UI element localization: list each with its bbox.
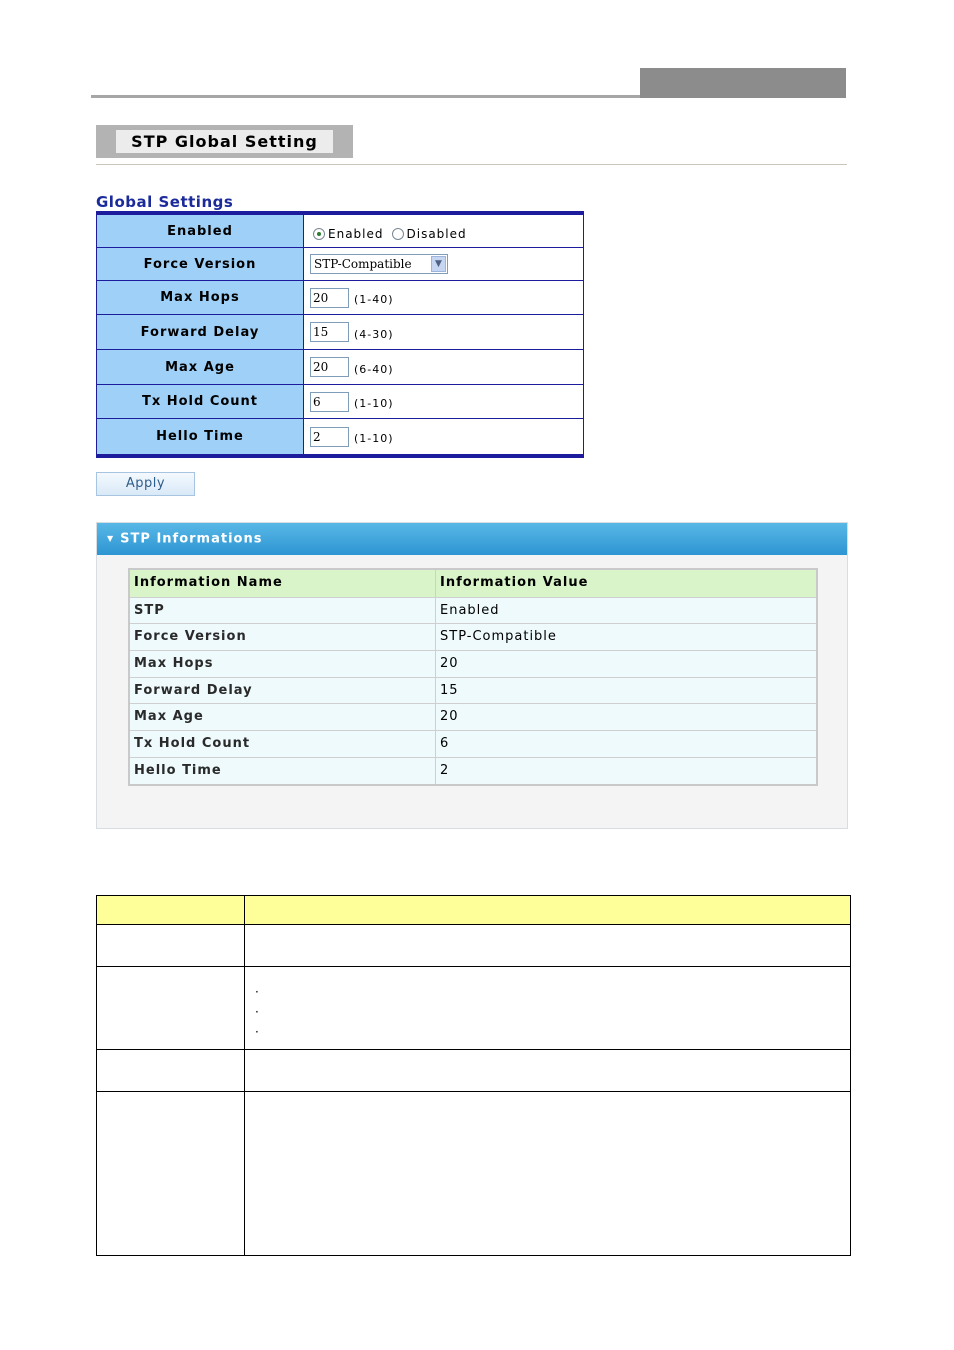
global-settings-heading: Global Settings (96, 193, 234, 211)
header-block (640, 68, 846, 98)
description-row (97, 966, 850, 1049)
page-title: STP Global Setting (116, 130, 333, 153)
row-max-age (97, 349, 583, 384)
table-header-row (130, 570, 816, 597)
description-header-col1 (97, 896, 245, 924)
table-row (130, 650, 816, 677)
column-header-value: Information Value (440, 575, 589, 590)
table-row (130, 623, 816, 650)
max-age-range: (6-40) (354, 362, 394, 376)
info-value: Enabled (440, 602, 500, 618)
value-enabled (304, 215, 583, 247)
description-row (97, 924, 850, 966)
hello-time-range: (1-10) (354, 432, 394, 445)
description-row (97, 1091, 850, 1256)
info-name: Max Hops (130, 651, 436, 677)
force-version-select[interactable] (310, 254, 448, 274)
description-row-label (97, 1050, 245, 1091)
value-tx-hold-count (304, 385, 583, 418)
chevron-down-icon[interactable]: ▼ (431, 256, 446, 272)
description-row-label (97, 925, 245, 966)
table-row (130, 757, 816, 784)
info-name: Hello Time (130, 758, 436, 784)
label-max-hops: Max Hops (97, 281, 304, 314)
row-tx-hold-count (97, 384, 583, 418)
header-rule (91, 95, 640, 98)
table-row (130, 703, 816, 730)
row-forward-delay (97, 314, 583, 349)
info-value: STP-Compatible (440, 629, 557, 645)
stp-informations-title: STP Informations (120, 531, 263, 547)
bullet-icon: · (255, 985, 259, 999)
info-value: 15 (440, 682, 459, 698)
label-enabled: Enabled (97, 215, 304, 247)
column-header-name: Information Name (130, 570, 436, 597)
force-version-selected: STP-Compatible (314, 257, 412, 271)
description-header-row (97, 895, 850, 924)
row-max-hops (97, 280, 583, 314)
max-hops-input[interactable]: 20 (310, 288, 349, 308)
stp-informations-panel (96, 522, 848, 829)
description-row-label (97, 1092, 245, 1256)
description-table (96, 895, 851, 1256)
stp-informations-header[interactable] (97, 523, 847, 555)
tx-hold-count-input[interactable]: 6 (310, 392, 349, 412)
info-name: Force Version (130, 624, 436, 650)
radio-enabled-icon[interactable] (313, 228, 325, 240)
hello-time-input[interactable]: 2 (310, 427, 349, 447)
row-enabled (97, 215, 583, 247)
label-hello-time: Hello Time (97, 419, 304, 454)
row-force-version (97, 247, 583, 280)
info-value: 2 (440, 762, 450, 778)
label-max-age: Max Age (97, 350, 304, 384)
bullet-icon: · (255, 1005, 259, 1019)
value-max-age (304, 350, 583, 384)
bullet-icon: · (255, 1025, 259, 1039)
apply-button[interactable]: Apply (96, 472, 195, 496)
forward-delay-range: (4-30) (354, 327, 394, 341)
info-value: 6 (440, 736, 450, 752)
info-value: 20 (440, 656, 459, 672)
max-hops-range: (1-40) (354, 293, 394, 306)
value-force-version (304, 248, 583, 280)
row-hello-time (97, 418, 583, 454)
value-hello-time (304, 419, 583, 454)
info-value: 20 (440, 709, 459, 725)
table-row (130, 730, 816, 757)
description-row-label (97, 967, 245, 1049)
label-tx-hold-count: Tx Hold Count (97, 385, 304, 418)
value-max-hops (304, 281, 583, 314)
label-force-version: Force Version (97, 248, 304, 280)
forward-delay-input[interactable]: 15 (310, 322, 349, 342)
table-row (130, 677, 816, 704)
table-row (130, 597, 816, 624)
radio-disabled-label[interactable]: Disabled (406, 227, 467, 241)
page-title-box (96, 125, 353, 158)
max-age-input[interactable]: 20 (310, 357, 349, 377)
title-divider (96, 164, 847, 165)
description-row (97, 1049, 850, 1091)
info-name: Forward Delay (130, 678, 436, 704)
global-settings-table (96, 211, 584, 458)
triangle-down-icon[interactable]: ▼ (107, 534, 115, 543)
info-name: STP (130, 598, 436, 624)
info-name: Tx Hold Count (130, 731, 436, 757)
value-forward-delay (304, 315, 583, 349)
info-name: Max Age (130, 704, 436, 730)
tx-hold-count-range: (1-10) (354, 397, 394, 410)
radio-disabled-icon[interactable] (392, 228, 404, 240)
radio-enabled-label[interactable]: Enabled (328, 227, 384, 241)
label-forward-delay: Forward Delay (97, 315, 304, 349)
stp-informations-table (128, 568, 818, 786)
